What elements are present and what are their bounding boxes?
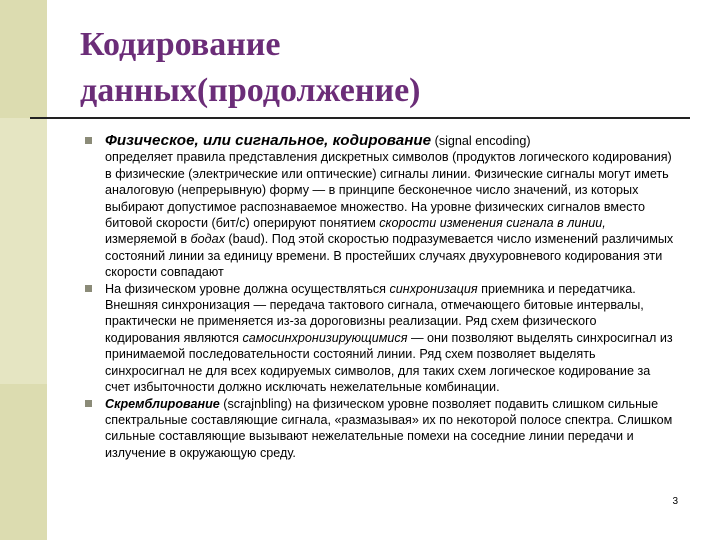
page-number: 3 <box>672 496 678 507</box>
bullet-emphasis: скорости изменения сигнала в линии, <box>379 216 606 231</box>
bullet-emphasis: самосинхронизирующимися <box>242 330 408 345</box>
bullet-lead-text: Скремблирование <box>105 396 220 411</box>
bullet-text: — они позволяют выделять синхросигнал из принимаемой последовательности состояний линии. Ряд схем позволяет выделять синхросигнал не для всех кодируемых символов, для таких схем логическое кодирование за счет избыточности должно исключать нежелательные комбинации. <box>105 330 673 395</box>
bullet-lead-text: Физическое, или сигнальное, кодирование <box>105 132 432 149</box>
square-bullet-icon <box>85 137 92 144</box>
left-decor-band-accent <box>0 118 47 384</box>
bullet-emphasis: бодах <box>190 232 225 247</box>
title-divider <box>30 117 690 119</box>
bullet-emphasis: синхронизация <box>389 281 478 296</box>
bullet-item-scrambling <box>85 396 675 462</box>
bullet-text: (baud). Под этой скоростью подразумевается число изменений различимых состояний линии за единицу времени. В простейших случаях двухуровневого кодирования эти скорости совпадают <box>105 232 674 280</box>
bullet-text: определяет правила представления дискретных символов (продуктов логического кодирования) в физические (электрические или оптические) сигналы линии. Физические сигналы могут иметь аналоговую (непрерывную) форму — в принципе бесконечное число значений, из которых выбирают допустимое распознаваемое множество. На уровне физических сигналов вместо битовой скорости (бит/с) оперируют понятием <box>105 150 672 231</box>
bullet-item-physical-coding <box>85 133 675 281</box>
square-bullet-icon <box>85 285 92 292</box>
square-bullet-icon <box>85 400 92 407</box>
slide-body <box>85 133 675 461</box>
bullet-text: (scrajnbling) на физическом уровне позволяет подавить слишком сильные спектральные составляющие сигнала, «размазывая» их по некоторой полосе спектра. Слишком сильные составляющие вызывают нежелательные помехи на соседние линии передачи и излучение в окружающую среду. <box>105 396 673 460</box>
title-line-2: данных(продолжение) <box>80 72 421 109</box>
bullet-text: На физическом уровне должна осуществляться <box>105 281 390 296</box>
title-line-1: Кодирование <box>80 26 281 63</box>
bullet-item-synchronization <box>85 281 675 396</box>
bullet-paren-text: (signal encoding) <box>431 134 531 148</box>
bullet-text: приемника и передатчика. Внешняя синхронизация — передача тактового сигнала, отмечающего битовые интервалы, практически не применяется из-за дороговизны реализации. Ряд схем физического кодирования являются <box>105 281 644 345</box>
slide-title <box>80 22 700 114</box>
bullet-text: измеряемой в <box>105 232 191 247</box>
